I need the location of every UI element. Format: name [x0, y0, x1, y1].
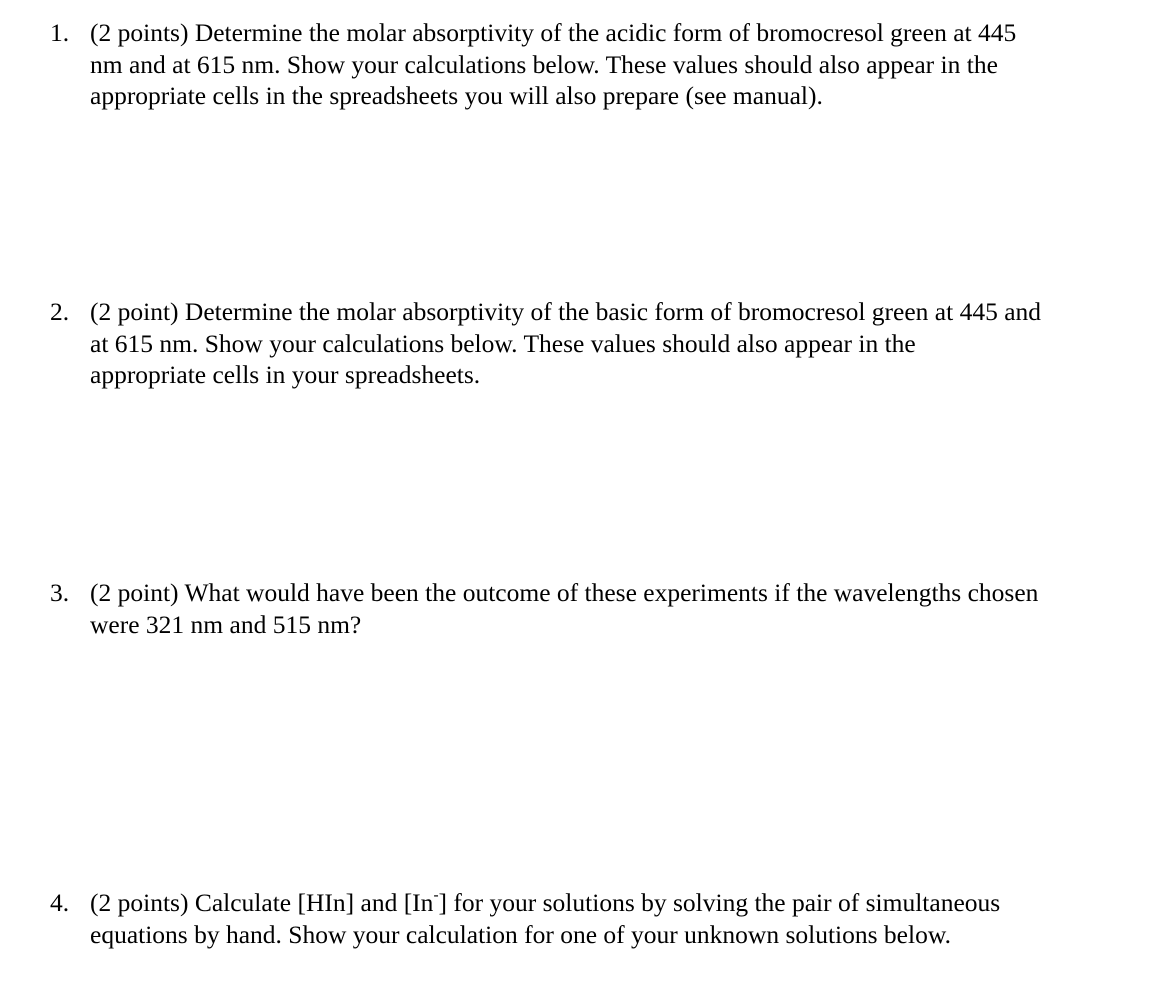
question-4-line-start: (2 points) Calculate [HIn] and [In	[90, 888, 434, 917]
question-1	[50, 17, 1130, 112]
question-2-number: 2.	[50, 297, 70, 326]
superscript-minus: -	[433, 886, 439, 904]
question-1-line: (2 points) Determine the molar absorptivity of the acidic form of bromocresol green at 445	[90, 18, 1017, 47]
question-3	[50, 577, 1130, 640]
question-1-line: appropriate cells in the spreadsheets you will also prepare (see manual).	[90, 81, 823, 110]
question-4-number: 4.	[50, 888, 70, 917]
question-3-number: 3.	[50, 578, 70, 607]
question-2	[50, 296, 1130, 391]
question-3-line: were 321 nm and 515 nm?	[90, 609, 362, 639]
question-4	[50, 887, 1130, 950]
question-4-line: equations by hand. Show your calculation for one of your unknown solutions below.	[90, 919, 951, 949]
question-2-text	[90, 296, 1130, 391]
question-1-line: nm and at 615 nm. Show your calculations below. These values should also appear in the	[90, 49, 998, 79]
question-2-line: (2 point) Determine the molar absorptivity of the basic form of bromocresol green at 445 and	[90, 297, 1042, 326]
question-4-line-end: ] for your solutions by solving the pair of simultaneous	[438, 888, 1001, 917]
question-2-line: appropriate cells in your spreadsheets.	[90, 360, 481, 389]
question-3-line: (2 point) What would have been the outcome of these experiments if the wavelengths chosen	[90, 578, 1039, 607]
question-1-number: 1.	[50, 18, 70, 47]
question-4-line	[90, 887, 1130, 919]
question-3-text	[90, 577, 1130, 640]
question-4-text	[90, 887, 1130, 950]
question-1-text	[90, 17, 1130, 112]
question-2-line: at 615 nm. Show your calculations below. These values should also appear in the	[90, 328, 916, 358]
